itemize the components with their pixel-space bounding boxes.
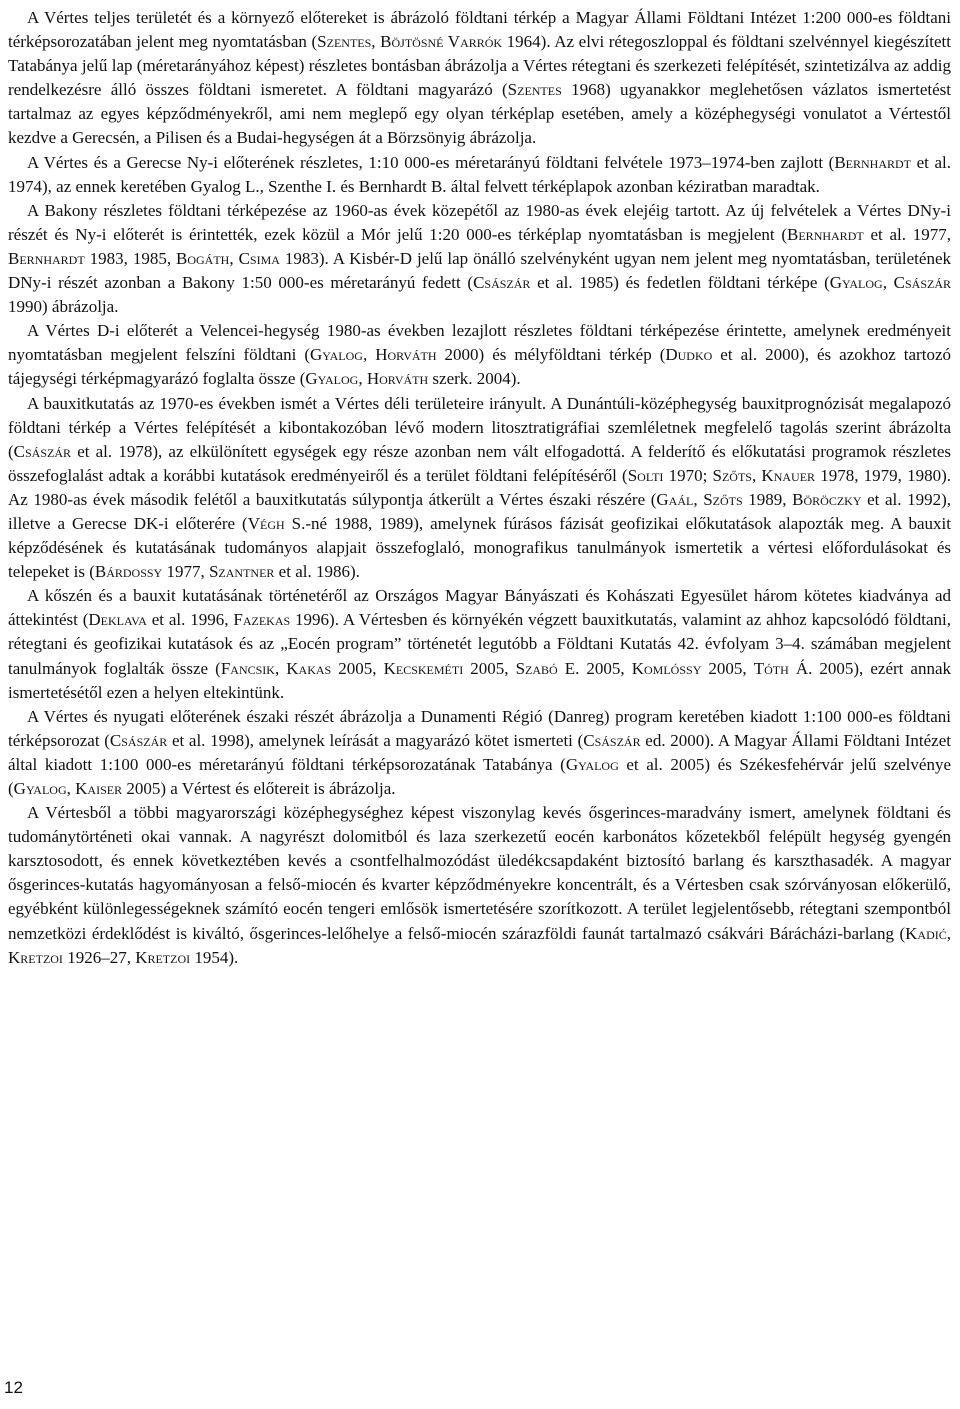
author-name: Kretzoi — [135, 947, 191, 967]
text-run: 1989, — [742, 489, 793, 509]
text-run: A Vértesből a többi magyarországi középhegységhez képest viszonylag kevés ősgerinces-maradvány ismert, amelynek földtani és tudománytörténeti okai vannak. A nagyrészt dolomitból és laza szerkezetű eocén karbonátos kőzetekből felépült hegység gyengén karsztosodott, és ennek következtében kevés a csontfelhalmozódást üledékcsapdaként biztosító barlang és karszthasadék. A magyar ősgerinces-kutatás hagyományosan a felső-miocén és kvarter képződményekre koncentrált, és a Vértesben csak szórványosan előkerülő, egyébként különlegességeknek számító eocén tengeri emlősök ismertetésére szorítkozott. A terület legjelentősebb, rétegtani szempontból nemzetközi érdeklődést is kiváltó, ősgerinces-lelőhelye a felső-miocén szárazföldi faunát tartalmazó csákvári Bárácházi-barlang ( — [8, 803, 951, 943]
author-name: Szőts — [703, 489, 743, 509]
author-name: Szőts — [712, 465, 752, 485]
author-name: Bárdossy — [94, 562, 163, 582]
author-name: Császár — [583, 730, 641, 750]
text-run: A Bakony részletes földtani térképezése az 1960-as évek közepétől az 1980-as évek elejéig tartott. Az új felvételek a Vértes DNy-i részét és Ny-i előterét is érintették, ezek közül a Mór jelű 1:20 000-es térképlap nyomtatásban is megjelent ( — [8, 200, 951, 244]
author-name: Gyalog — [565, 754, 619, 774]
author-name: Szentes — [317, 32, 372, 52]
page-number: 12 — [4, 1378, 23, 1397]
author-name: Horváth — [366, 369, 429, 389]
text-run: et al. 1986). — [274, 562, 360, 582]
text-run: et al. 1996, — [146, 610, 234, 630]
text-run: et al. 1985) és fedetlen földtani térképe ( — [530, 273, 830, 293]
text-run: 1990) ábrázolja. — [8, 297, 119, 317]
author-name: Solti — [627, 465, 664, 485]
text-run: Á. 2005), ezért annak ismertetésétől ezen a helyen eltekintünk. — [8, 658, 952, 702]
text-run: 2005) a Vértest és előtereit is ábrázolja. — [122, 779, 396, 798]
text-run: 2005, — [463, 658, 516, 678]
text-run: A kőszén és a bauxit kutatásának történetéről az Országos Magyar Bányászati és Kohászati Egyesület három kötetes kiadványa ad áttekintést ( — [8, 586, 951, 630]
text-run: , — [751, 465, 762, 485]
text-run: E. 2005, — [557, 658, 632, 678]
page-body — [8, 6, 951, 970]
text-run: 1996). A Vértesben és környékén végzett bauxitkutatás, valamint az ahhoz kapcsolódó földtani, rétegtani és geofizikai kutatások és az „Eocén program” történetét legutóbb a Földtani Kutatás 42. évfolyam 3–4. számában megjelent tanulmányok foglalták össze ( — [8, 610, 951, 678]
text-run: et al. 2000), és azokhoz tartozó tájegységi térképmagyarázó foglalta össze ( — [8, 345, 951, 389]
author-name: Szantner — [208, 562, 275, 582]
text-run: , — [362, 345, 376, 365]
body-paragraph — [8, 199, 951, 319]
text-run: , — [882, 273, 894, 293]
text-run: , — [274, 658, 287, 678]
author-name: Böjtösné Varrók — [380, 32, 503, 52]
text-run: S.-né 1988, 1989), amelynek fúrásos fázisát geofizikai előkutatások alapozták meg. A bauxit képződésének és kutatásának tudományos alapjait összefoglaló, monografikus tanulmányok ismertetik a vértesi előfordulásokat és telepeket is ( — [8, 513, 951, 582]
text-run: 1983). A Kisbér-D jelű lap önálló szelvényként ugyan nem jelent meg nyomtatásban, területének DNy-i részét azonban a Bakony 1:50 000-es méretarányú fedett ( — [8, 248, 951, 293]
text-run: , — [229, 248, 239, 268]
author-name: Komlóssy — [631, 658, 702, 678]
body-paragraph — [8, 801, 951, 970]
text-run: 1978, 1979, 1980). Az 1980-as évek második felétől a bauxitkutatás súlypontja átkerült a Vértes északi részére ( — [8, 465, 952, 509]
author-name: Bernhardt — [8, 248, 85, 268]
text-run: 2005, — [331, 658, 384, 678]
body-paragraph — [8, 392, 951, 585]
author-name: Fancsik — [220, 658, 275, 678]
text-run: , — [66, 779, 76, 798]
author-name: Szabó — [515, 658, 558, 678]
author-name: Kakas — [286, 658, 332, 678]
text-run: A Vértes és a Gerecse Ny-i előterének részletes, 1:10 000-es méretarányú földtani felvétele 1973–1974-ben zajlott ( — [27, 152, 835, 172]
author-name: Bernhardt — [787, 224, 864, 244]
text-run: , — [371, 32, 381, 52]
text-run: A Vértes D-i előterét a Velencei-hegység 1980-as években lezajlott részletes földtani térképezése érintette, amelynek eredményeit nyomtatásban megjelent felszíni földtani ( — [8, 321, 951, 365]
text-run: 1977, — [162, 562, 209, 582]
text-run: 1954). — [190, 947, 239, 967]
text-run: , — [693, 489, 704, 509]
author-name: Gyalog — [310, 345, 363, 365]
author-name: Kretzoi — [8, 947, 63, 967]
text-run: 2005, — [701, 658, 754, 678]
text-run: , — [358, 369, 367, 389]
text-run: et al. 2005) és Székesfehérvár jelű szelvénye ( — [8, 754, 951, 798]
author-name: Deklava — [88, 610, 147, 630]
author-name: Dudko — [665, 345, 713, 365]
author-name: Gyalog — [305, 369, 359, 389]
author-name: Tóth — [753, 658, 789, 678]
author-name: Horváth — [375, 345, 437, 365]
author-name: Gyalog — [829, 273, 883, 293]
author-name: Császár — [109, 730, 168, 750]
author-name: Bernhardt — [834, 152, 911, 172]
author-name: Knauer — [761, 465, 816, 485]
text-run: 2000) és mélyföldtani térkép ( — [436, 345, 666, 365]
text-run: et al. 1977, — [863, 224, 951, 244]
author-name: Császár — [473, 273, 531, 293]
text-run: et al. 1978), az elkülönített egységek egy része azonban nem vált elfogadottá. A felderítő és előkutatási programok részletes összefoglalást adtak a korábbi kutatások eredményeiről és a terület földtani felépítéséről ( — [8, 441, 951, 485]
body-paragraph — [8, 6, 951, 151]
text-run: et al. 1998), amelynek leírását a magyarázó kötet ismerteti ( — [167, 730, 584, 750]
body-paragraph — [8, 584, 951, 704]
author-name: Kecskeméti — [383, 658, 464, 678]
author-name: Császár — [13, 441, 72, 461]
author-name: Csima — [238, 248, 280, 268]
text-run: 1983, 1985, — [84, 248, 177, 268]
text-run: A Vértes és nyugati előterének északi részét ábrázolja a Dunamenti Régió (Danreg) program keretében kiadott 1:100 000-es földtani térképsorozat ( — [8, 706, 951, 750]
text-run: A Vértes teljes területét és a környező előtereket is ábrázoló földtani térkép a Magyar Állami Földtani Intézet 1:200 000-es földtani térképsorozatában jelent meg nyomtatásban ( — [8, 8, 951, 52]
text-run: 1970; — [663, 465, 713, 485]
author-name: Kaiser — [75, 779, 123, 798]
text-run: A bauxitkutatás az 1970-es években ismét a Vértes déli területeire irányult. A Dunántúli-középhegység bauxitprognózisát megalapozó földtani térkép a Vértes felépítését a kibontakozóban lévő modern litosztratigráfiai szemléletnek megfelelő tagolás szerint ábrázolta ( — [8, 393, 951, 461]
text-run: 1926–27, — [62, 947, 136, 967]
author-name: Végh — [247, 513, 285, 533]
author-name: Császár — [893, 273, 952, 293]
text-run: , — [946, 923, 951, 943]
author-name: Gyalog — [13, 779, 67, 798]
body-paragraph — [8, 705, 951, 801]
text-run: szerk. 2004). — [428, 369, 521, 389]
body-paragraph — [8, 319, 951, 391]
body-paragraph — [8, 151, 951, 199]
author-name: Gaál — [656, 489, 694, 509]
author-name: Bogáth — [176, 248, 230, 268]
author-name: Szentes — [507, 80, 562, 100]
text-run: 1968) ugyanakkor meglehetősen vázlatos ismertetést tartalmaz az egyes képződményekről, ami nem meglepő egy olyan térképlap esetében, amely a középhegységi vonulatot a Vértestől kezdve a Gerecsén, a Pilisen és a Budai-hegységen át a Börzsönyig ábrázolja. — [8, 80, 951, 148]
text-run: ed. 2000). A Magyar Állami Földtani Intézet által kiadott 1:100 000-es méretarányú földtani térképsorozatának Tatabánya ( — [8, 730, 951, 774]
author-name: Kadić — [905, 923, 947, 943]
text-run: et al. 1992), illetve a Gerecse DK-i előterére ( — [8, 489, 952, 533]
text-run: et al. 1974), az ennek keretében Gyalog L., Szenthe I. és Bernhardt B. által felvett térképlapok azonban kéziratban maradtak. — [8, 152, 951, 196]
author-name: Böröczky — [792, 489, 862, 509]
text-run: 1964). Az elvi rétegoszloppal és földtani szelvénnyel kiegészített Tatabánya jelű lap (méretarányához képest) részletes bontásban ábrázolja a Vértes rétegtani és szerkezeti felépítését, szintetizálva az addig rendelkezésre álló összes földtani ismeretet. A földtani magyarázó ( — [8, 32, 951, 100]
author-name: Fazekas — [233, 610, 291, 630]
